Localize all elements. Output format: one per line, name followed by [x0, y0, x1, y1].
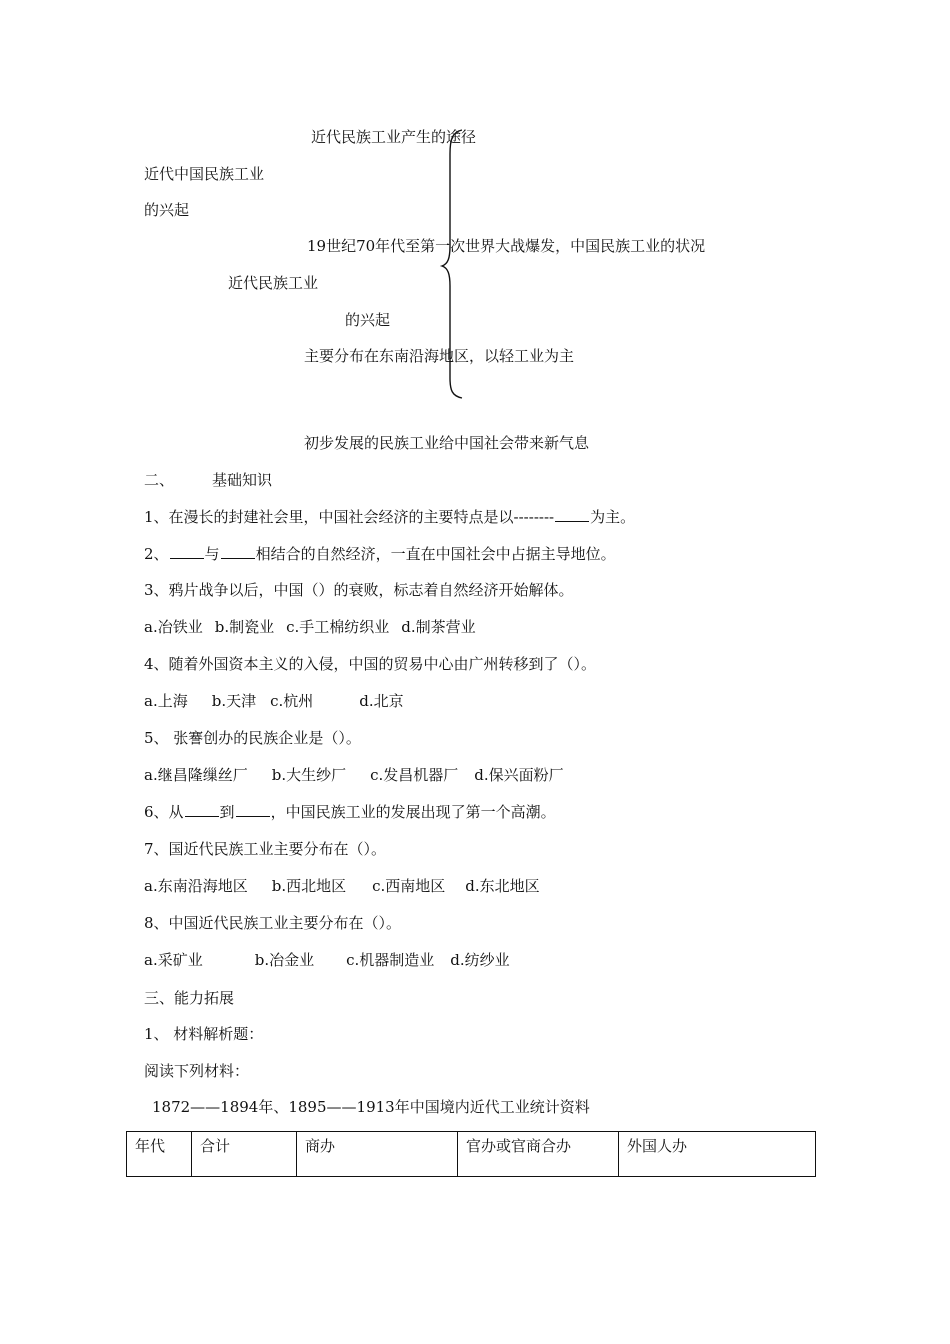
diagram-middle-item: 19世纪70年代至第一次世界大战爆发，中国民族工业的状况 [307, 237, 706, 255]
question-4-options [144, 691, 404, 711]
option-d: d.纺纱业 [450, 951, 510, 969]
table-header-cell: 商办 [297, 1132, 458, 1177]
option-c: c.西南地区 [372, 877, 446, 895]
section3-item-1: 1、 材料解析题： [144, 1025, 264, 1043]
diagram-top-item: 近代民族工业产生的途径 [311, 128, 477, 146]
question-7: 7、国近代民族工业主要分布在（）。 [144, 840, 387, 858]
diagram-sub-title-line1: 近代民族工业 [228, 274, 319, 292]
section3-heading: 三、能力拓展 [144, 989, 235, 1007]
table-header-cell: 外国人办 [619, 1132, 816, 1177]
table-title: 1872——1894年、1895——1913年中国境内近代工业统计资料 [152, 1098, 590, 1116]
question-2-joiner: 与 [204, 545, 220, 563]
question-7-options [144, 876, 540, 896]
question-2 [144, 544, 616, 564]
question-2-num: 2、 [144, 545, 169, 563]
diagram-left-title-line1: 近代中国民族工业 [144, 165, 265, 183]
table-header-cell: 年代 [127, 1132, 192, 1177]
option-d: d.制茶营业 [401, 618, 476, 636]
section2-heading-num: 二、 [144, 471, 175, 489]
question-8-options [144, 950, 510, 970]
diagram-bottom-item: 主要分布在东南沿海地区，以轻工业为主 [304, 347, 575, 365]
option-a: a.冶铁业 [144, 618, 203, 636]
diagram-sub-title-line2: 的兴起 [345, 311, 391, 329]
curly-brace-icon [438, 128, 468, 400]
diagram-left-title-line2: 的兴起 [144, 201, 190, 219]
option-d: d.东北地区 [465, 877, 540, 895]
question-6-tail: ，中国民族工业的发展出现了第一个高潮。 [270, 803, 556, 821]
answer-blank[interactable] [236, 802, 270, 817]
option-a: a.上海 [144, 692, 188, 710]
read-instruction: 阅读下列材料： [144, 1062, 250, 1080]
answer-blank[interactable] [185, 802, 219, 817]
question-1-tail: 为主。 [590, 508, 636, 526]
option-b: b.天津 [211, 692, 257, 710]
option-c: c.手工棉纺织业 [286, 618, 390, 636]
option-a: a.继昌隆缫丝厂 [144, 766, 248, 784]
question-3: 3、鸦片战争以后，中国（）的衰败，标志着自然经济开始解体。 [144, 581, 574, 599]
question-1 [144, 507, 635, 527]
option-d: d.北京 [359, 692, 404, 710]
question-1-text: 1、在漫长的封建社会里，中国社会经济的主要特点是以-------- [144, 508, 555, 526]
question-4: 4、随着外国资本主义的入侵，中国的贸易中心由广州转移到了（）。 [144, 655, 597, 673]
answer-blank[interactable] [555, 507, 589, 522]
option-b: b.冶金业 [254, 951, 315, 969]
section2-heading [144, 470, 272, 490]
section2-heading-text: 基础知识 [212, 471, 273, 489]
table-header-cell: 官办或官商合办 [458, 1132, 619, 1177]
option-c: c.机器制造业 [346, 951, 435, 969]
table-header-row [127, 1132, 816, 1177]
option-b: b.制瓷业 [214, 618, 275, 636]
question-3-options [144, 617, 476, 637]
question-2-tail: 相结合的自然经济，一直在中国社会中占据主导地位。 [255, 545, 616, 563]
answer-blank[interactable] [170, 544, 204, 559]
question-5: 5、 张謇创办的民族企业是（）。 [144, 729, 361, 747]
question-6 [144, 802, 556, 822]
summary-line: 初步发展的民族工业给中国社会带来新气息 [304, 434, 590, 452]
answer-blank[interactable] [221, 544, 255, 559]
question-8: 8、中国近代民族工业主要分布在（）。 [144, 914, 402, 932]
option-b: b.西北地区 [271, 877, 347, 895]
option-d: d.保兴面粉厂 [474, 766, 564, 784]
question-6-joiner: 到 [219, 803, 235, 821]
table-header-cell: 合计 [192, 1132, 297, 1177]
option-a: a.东南沿海地区 [144, 877, 248, 895]
option-c: c.杭州 [270, 692, 314, 710]
question-5-options [144, 765, 564, 785]
option-a: a.采矿业 [144, 951, 203, 969]
statistics-table [126, 1131, 816, 1177]
question-6-num: 6、从 [144, 803, 184, 821]
option-c: c.发昌机器厂 [370, 766, 459, 784]
option-b: b.大生纱厂 [271, 766, 347, 784]
